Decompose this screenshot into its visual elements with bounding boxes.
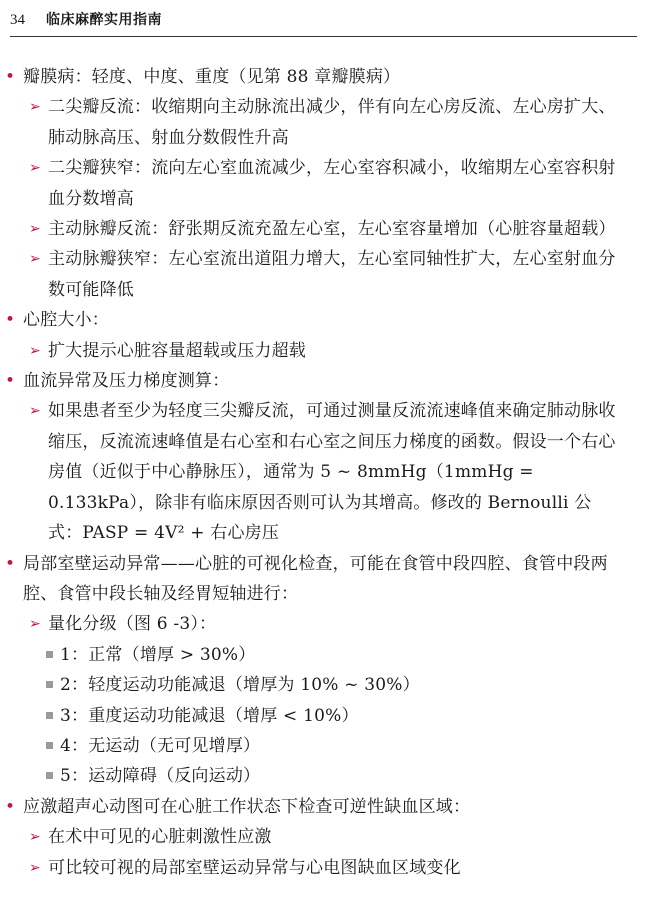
bullet-item: • 应激超声心动图可在心脏工作状态下检查可逆性缺血区域： <box>2 792 624 822</box>
arrow-bullet-icon: ➢ <box>29 342 41 359</box>
bullet-dot-icon: • <box>5 67 16 87</box>
grade-item: 5：运动障碍（反向运动） <box>2 761 624 791</box>
square-bullet-icon <box>46 742 53 749</box>
grade-item: 3：重度运动功能减退（增厚 < 10%） <box>2 701 624 731</box>
arrow-bullet-icon: ➢ <box>29 221 41 238</box>
bullet-item: • 心腔大小： <box>2 305 624 335</box>
bullet-dot-icon: • <box>5 796 16 817</box>
grade-item: 2：轻度运动功能减退（增厚为 10% ~ 30%） <box>2 670 624 700</box>
arrow-bullet-icon: ➢ <box>29 251 41 268</box>
document-body <box>2 62 624 883</box>
arrow-bullet-icon: ➢ <box>29 616 41 633</box>
header-rule <box>10 36 637 37</box>
sub-bullet-item: ➢ 扩大提示心脏容量超载或压力超载 <box>2 336 624 366</box>
square-bullet-icon <box>46 651 53 658</box>
arrow-bullet-icon: ➢ <box>29 160 41 177</box>
bullet-item: • 瓣膜病：轻度、中度、重度（见第 88 章瓣膜病） <box>2 62 624 92</box>
sub-bullet-item: ➢ 二尖瓣反流：收缩期向主动脉流出减少，伴有向左心房反流、左心房扩大、肺动脉高压、射血分数假性升高 <box>2 92 624 153</box>
bullet-dot-icon: • <box>5 371 16 392</box>
sub-bullet-item: ➢ 在术中可见的心脏刺激性应激 <box>2 822 624 852</box>
grade-item: 4：无运动（无可见增厚） <box>2 731 624 761</box>
bullet-item: • 局部室壁运动异常——心脏的可视化检查，可能在食管中段四腔、食管中段两腔、食管中段长轴及经胃短轴进行： <box>2 549 624 610</box>
bullet-item: • 血流异常及压力梯度测算： <box>2 366 624 396</box>
square-bullet-icon <box>46 772 53 779</box>
grade-item: 1：正常（增厚 > 30%） <box>2 640 624 670</box>
arrow-bullet-icon: ➢ <box>29 403 41 420</box>
square-bullet-icon <box>46 681 53 688</box>
sub-bullet-item: ➢ 量化分级（图 6 -3）： <box>2 609 624 639</box>
sub-bullet-item: ➢ 主动脉瓣反流：舒张期反流充盈左心室，左心室容量增加（心脏容量超载） <box>2 214 624 244</box>
square-bullet-icon <box>46 712 53 719</box>
bullet-dot-icon: • <box>5 310 16 331</box>
running-title: 临床麻醉实用指南 <box>46 12 162 28</box>
arrow-bullet-icon: ➢ <box>29 99 41 116</box>
arrow-bullet-icon: ➢ <box>29 829 41 846</box>
sub-bullet-item: ➢ 可比较可视的局部室壁运动异常与心电图缺血区域变化 <box>2 853 624 883</box>
page-number: 34 <box>10 12 25 28</box>
sub-bullet-item: ➢ 如果患者至少为轻度三尖瓣反流，可通过测量反流流速峰值来确定肺动脉收缩压，反流流速峰值是右心室和右心室之间压力梯度的函数。假设一个右心房值（近似于中心静脉压），通常为 5 ~ 8mmHg（1mmHg = 0.133kPa），除非有临床原因否则可认为其增高。修改的 Bernoulli 公式：PASP = 4V² + 右心房压 <box>2 396 624 548</box>
arrow-bullet-icon: ➢ <box>29 859 41 876</box>
sub-bullet-item: ➢ 二尖瓣狭窄：流向左心室血流减少，左心室容积减小，收缩期左心室容积射血分数增高 <box>2 153 624 214</box>
bullet-dot-icon: • <box>5 553 16 574</box>
sub-bullet-item: ➢ 主动脉瓣狭窄：左心室流出道阻力增大，左心室同轴性扩大，左心室射血分数可能降低 <box>2 244 624 305</box>
page-header <box>10 9 637 31</box>
